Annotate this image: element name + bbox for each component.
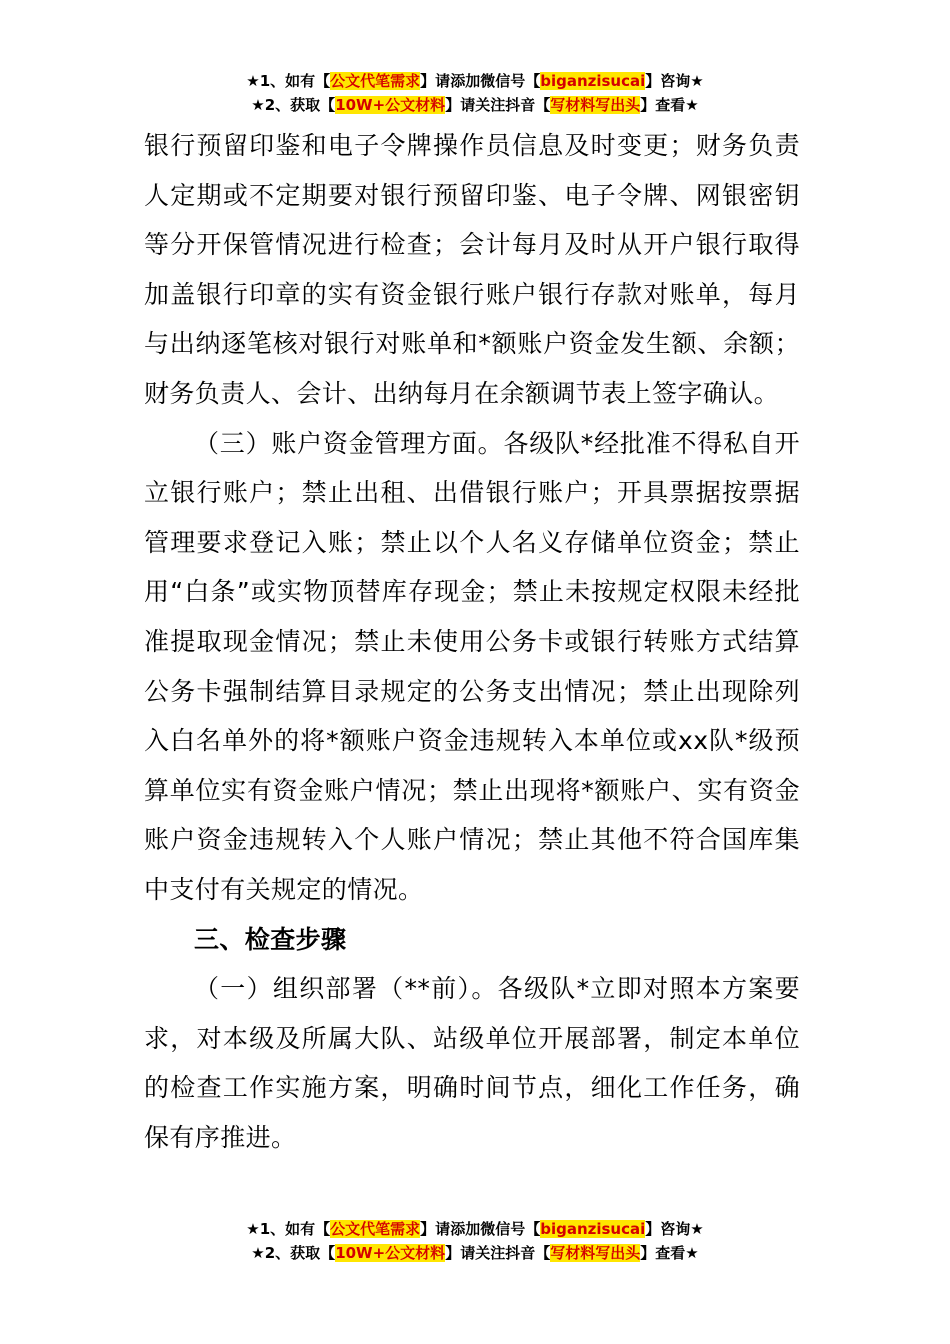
highlight-materials: 10W+公文材料 [335,1244,446,1262]
highlight-douyin-account: 写材料写出头 [550,96,641,114]
highlight-service: 公文代笔需求 [330,72,421,90]
footer-banner [0,1217,950,1265]
banner-text: 】请 [420,72,451,90]
banner-line-1 [0,1217,950,1241]
banner-text: ★1、如有【 [246,1220,331,1238]
highlight-douyin-account: 写材料写出头 [550,1244,641,1262]
banner-text: 】请 [445,1244,476,1262]
banner-emphasis: 关注 [475,1244,506,1262]
highlight-wechat-id: biganzisucai [540,72,646,90]
banner-text: 】请 [420,1220,451,1238]
banner-text: 抖音【 [505,1244,551,1262]
banner-text: 抖音【 [505,96,551,114]
paragraph-account-fund-management: （三）账户资金管理方面。各级队*经批准不得私自开立银行账户；禁止出租、出借银行账户；开具票据按票据管理要求登记入账；禁止以个人名义存储单位资金；禁止用“白条”或实物顶替库存现金；禁止未按规定权限未经批准提取现金情况；禁止未使用公务卡或银行转账方式结算公务卡强制结算目录规定的公务支出情况；禁止出现除列入白名单外的将*额账户资金违规转入本单位或xx队*级预算单位实有资金账户情况；禁止出现将*额账户、实有资金账户资金违规转入个人账户情况；禁止其他不符合国库集中支付有关规定的情况。 [144,428,800,904]
banner-line-2 [0,1241,950,1265]
banner-line-2 [0,93,950,117]
banner-text: 】咨询★ [645,1220,704,1238]
paragraph-continuation: 银行预留印鉴和电子令牌操作员信息及时变更；财务负责人定期或不定期要对银行预留印鉴、电子令牌、网银密钥等分开保管情况进行检查；会计每月及时从开户银行取得加盖银行印章的实有资金银行账户银行存款对账单，每月与出纳逐笔核对银行对账单和*额账户资金发生额、余额；财务负责人、会计、出纳每月在余额调节表上签字确认。 [144,131,800,408]
banner-text: ★1、如有【 [246,72,331,90]
banner-text: 】查看★ [640,1244,699,1262]
banner-text: 微信号【 [480,72,541,90]
banner-text: 】请 [445,96,476,114]
document-body [144,121,800,1162]
banner-emphasis: 关注 [475,96,506,114]
banner-line-1 [0,69,950,93]
paragraph-organization-deployment: （一）组织部署（**前）。各级队*立即对照本方案要求，对本级及所属大队、站级单位开展部署，制定本单位的检查工作实施方案，明确时间节点，细化工作任务，确保有序推进。 [144,974,800,1152]
banner-text: ★2、获取【 [251,1244,336,1262]
header-banner [0,69,950,117]
banner-emphasis: 添加 [450,1220,481,1238]
banner-text: ★2、获取【 [251,96,336,114]
banner-text: 】查看★ [640,96,699,114]
highlight-wechat-id: biganzisucai [540,1220,646,1238]
highlight-service: 公文代笔需求 [330,1220,421,1238]
section-heading-inspection-steps: 三、检查步骤 [194,924,347,954]
banner-text: 】咨询★ [645,72,704,90]
banner-emphasis: 添加 [450,72,481,90]
highlight-materials: 10W+公文材料 [335,96,446,114]
banner-text: 微信号【 [480,1220,541,1238]
